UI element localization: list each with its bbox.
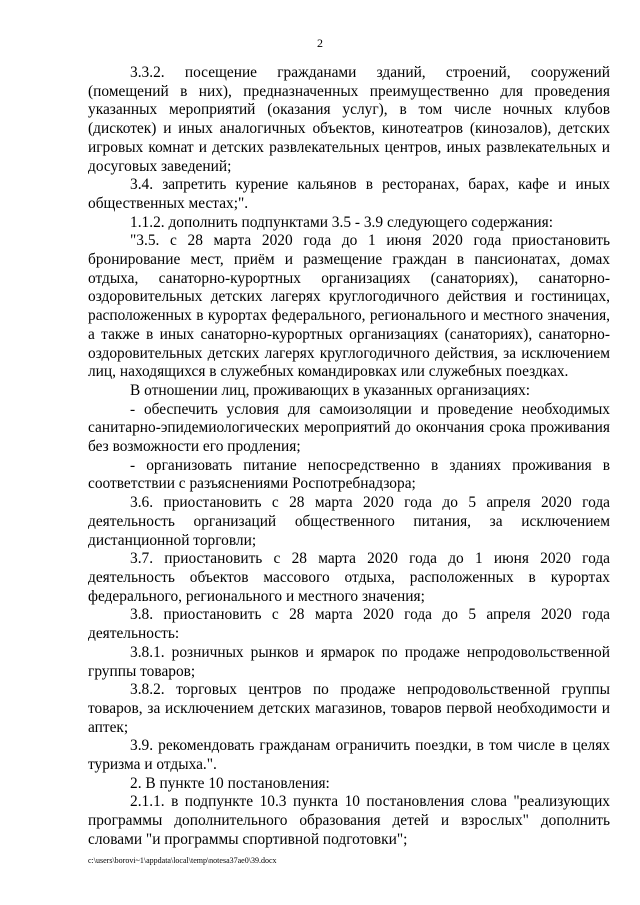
- paragraph-catering: - организовать питание непосредственно в зданиях проживания в соответствии с разъяснениями Роспотребнадзора;: [88, 456, 610, 493]
- paragraph-residents-intro: В отношении лиц, проживающих в указанных организациях:: [130, 381, 531, 399]
- paragraph-3-9: 3.9. рекомендовать гражданам ограничить поездки, в том числе в целях туризма и отдыха.".: [88, 737, 610, 774]
- file-path-footer: c:\users\borovi~1\appdata\local\temp\notesa37ae0\39.docx: [88, 856, 277, 865]
- page-number: 2: [317, 36, 323, 50]
- paragraph-2-1-1: 2.1.1. в подпункте 10.3 пункта 10 постановления слова "реализующих программы дополнительного образования детей и взрослых" дополнить словами "и программы спортивной подготовки";: [88, 793, 610, 848]
- document-body: [88, 64, 610, 850]
- paragraph-3-8: 3.8. приостановить с 28 марта 2020 года до 5 апреля 2020 года деятельность:: [88, 606, 610, 643]
- paragraph-3-8-1: 3.8.1. розничных рынков и ярмарок по продаже непродовольственной группы товаров;: [88, 643, 610, 680]
- paragraph-1-1-2: 1.1.2. дополнить подпунктами 3.5 - 3.9 следующего содержания:: [130, 213, 554, 231]
- paragraph-3-6: 3.6. приостановить с 28 марта 2020 года до 5 апреля 2020 года деятельность организаций общественного питания, за исключением дистанционной торговли;: [88, 494, 610, 549]
- paragraph-3-5: "3.5. с 28 марта 2020 года до 1 июня 2020 года приостановить бронирование мест, приём и размещение граждан в пансионатах, домах отдыха, санаторно-курортных организациях (санаториях), санаторно-оздоровительных детских лагерях круглогодичного действия и гостиницах, расположенных в курортах федерального, регионального и местного значения, а также в иных санаторно-курортных организациях (санаториях), санаторно-оздоровительных детских лагерях круглогодичного действия, за исключением лиц, находящихся в служебных командировках или служебных поездках.: [88, 232, 610, 381]
- paragraph-2: 2. В пункте 10 постановления:: [130, 774, 330, 792]
- paragraph-3-7: 3.7. приостановить с 28 марта 2020 года до 1 июня 2020 года деятельность объектов массового отдыха, расположенных в курортах федерального, регионального и местного значения;: [88, 550, 610, 605]
- paragraph-self-isolation: - обеспечить условия для самоизоляции и проведение необходимых санитарно-эпидемиологических мероприятий до окончания срока проживания без возможности его продления;: [88, 400, 610, 456]
- paragraph-3-4: 3.4. запретить курение кальянов в ресторанах, барах, кафе и иных общественных местах;".: [88, 176, 610, 212]
- paragraph-3-3-2: 3.3.2. посещение гражданами зданий, строений, сооружений (помещений в них), предназначенных преимущественно для проведения указанных мероприятий (оказания услуг), в том числе ночных клубов (дискотек) и иных аналогичных объектов, кинотеатров (кинозалов), детских игровых комнат и детских развлекательных центров, иных развлекательных и досуговых заведений;: [88, 64, 610, 175]
- paragraph-3-8-2: 3.8.2. торговых центров по продаже непродовольственной группы товаров, за исключением детских магазинов, товаров первой необходимости и аптек;: [88, 681, 610, 736]
